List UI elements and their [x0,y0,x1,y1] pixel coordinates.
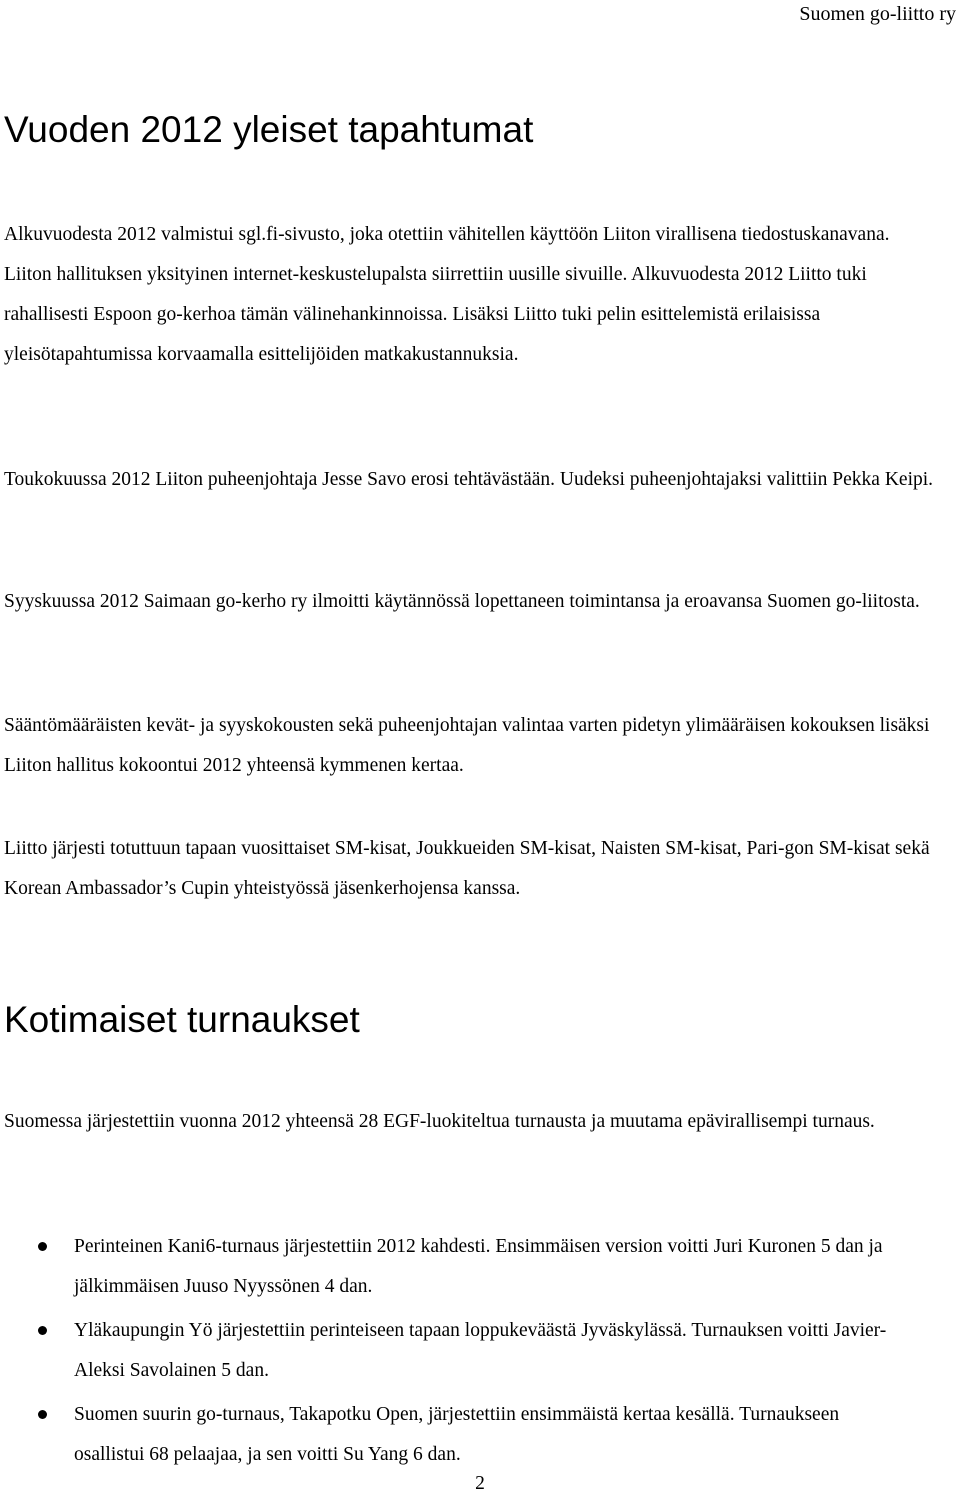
list-item-text: Perinteinen Kani6-turnaus järjestettiin 2012 kahdesti. Ensimmäisen version voitti Juri Kuronen 5 dan ja jälkimmäisen Juuso Nyyssönen 4 dan. [74,1236,883,1297]
tournament-list [0,1227,960,1479]
page-number: 2 [475,1473,485,1494]
paragraph-championships: Liitto järjesti totuttuun tapaan vuosittaiset SM-kisat, Joukkueiden SM-kisat, Naisten SM-kisat, Pari-gon SM-kisat sekä Korean Ambassador’s Cupin yhteistyössä jäsenkerhojensa kanssa. [4,838,930,899]
section-heading-tournaments: Kotimaiset turnaukset [4,999,360,1040]
list-item [0,1311,914,1391]
section-heading-events: Vuoden 2012 yleiset tapahtumat [4,109,534,150]
paragraph-meetings: Sääntömääräisten kevät- ja syyskokousten sekä puheenjohtajan valintaa varten pidetyn ylimääräisen kokouksen lisäksi Liiton hallitus kokoontui 2012 yhteensä kymmenen kertaa. [4,715,930,776]
list-item-text: Yläkaupungin Yö järjestettiin perinteiseen tapaan loppukeväästä Jyväskylässä. Turnauksen voitti Javier-Aleksi Savolainen 5 dan. [74,1320,887,1381]
list-item [0,1395,914,1475]
bullet-icon [38,1410,47,1419]
list-item [0,1227,914,1307]
paragraph-tournaments-intro: Suomessa järjestettiin vuonna 2012 yhteensä 28 EGF-luokiteltua turnausta ja muutama epävirallisempi turnaus. [4,1111,875,1132]
bullet-icon [38,1242,47,1251]
paragraph-website: Alkuvuodesta 2012 valmistui sgl.fi-sivusto, joka otettiin vähitellen käyttöön Liiton virallisena tiedostuskanavana. Liiton hallituksen yksityinen internet-keskustelupalsta siirrettiin uusille sivuille. Alkuvuodesta 2012 Liitto tuki rahallisesti Espoon go-kerhoa tämän välinehankinnoissa. Lisäksi Liitto tuki pelin esittelemistä erilaisissa yleisötapahtumissa korvaamalla esittelijöiden matkakustannuksia. [4,224,890,365]
bullet-icon [38,1326,47,1335]
list-item-text: Suomen suurin go-turnaus, Takapotku Open, järjestettiin ensimmäistä kertaa kesällä. Turnaukseen osallistui 68 pelaajaa, ja sen voitti Su Yang 6 dan. [74,1404,840,1465]
running-header: Suomen go-liitto ry [799,3,956,25]
paragraph-chairman: Toukokuussa 2012 Liiton puheenjohtaja Jesse Savo erosi tehtävästään. Uudeksi puheenjohtajaksi valittiin Pekka Keipi. [4,469,934,490]
paragraph-saimaa: Syyskuussa 2012 Saimaan go-kerho ry ilmoitti käytännössä lopettaneen toimintansa ja eroavansa Suomen go-liitosta. [4,591,920,612]
